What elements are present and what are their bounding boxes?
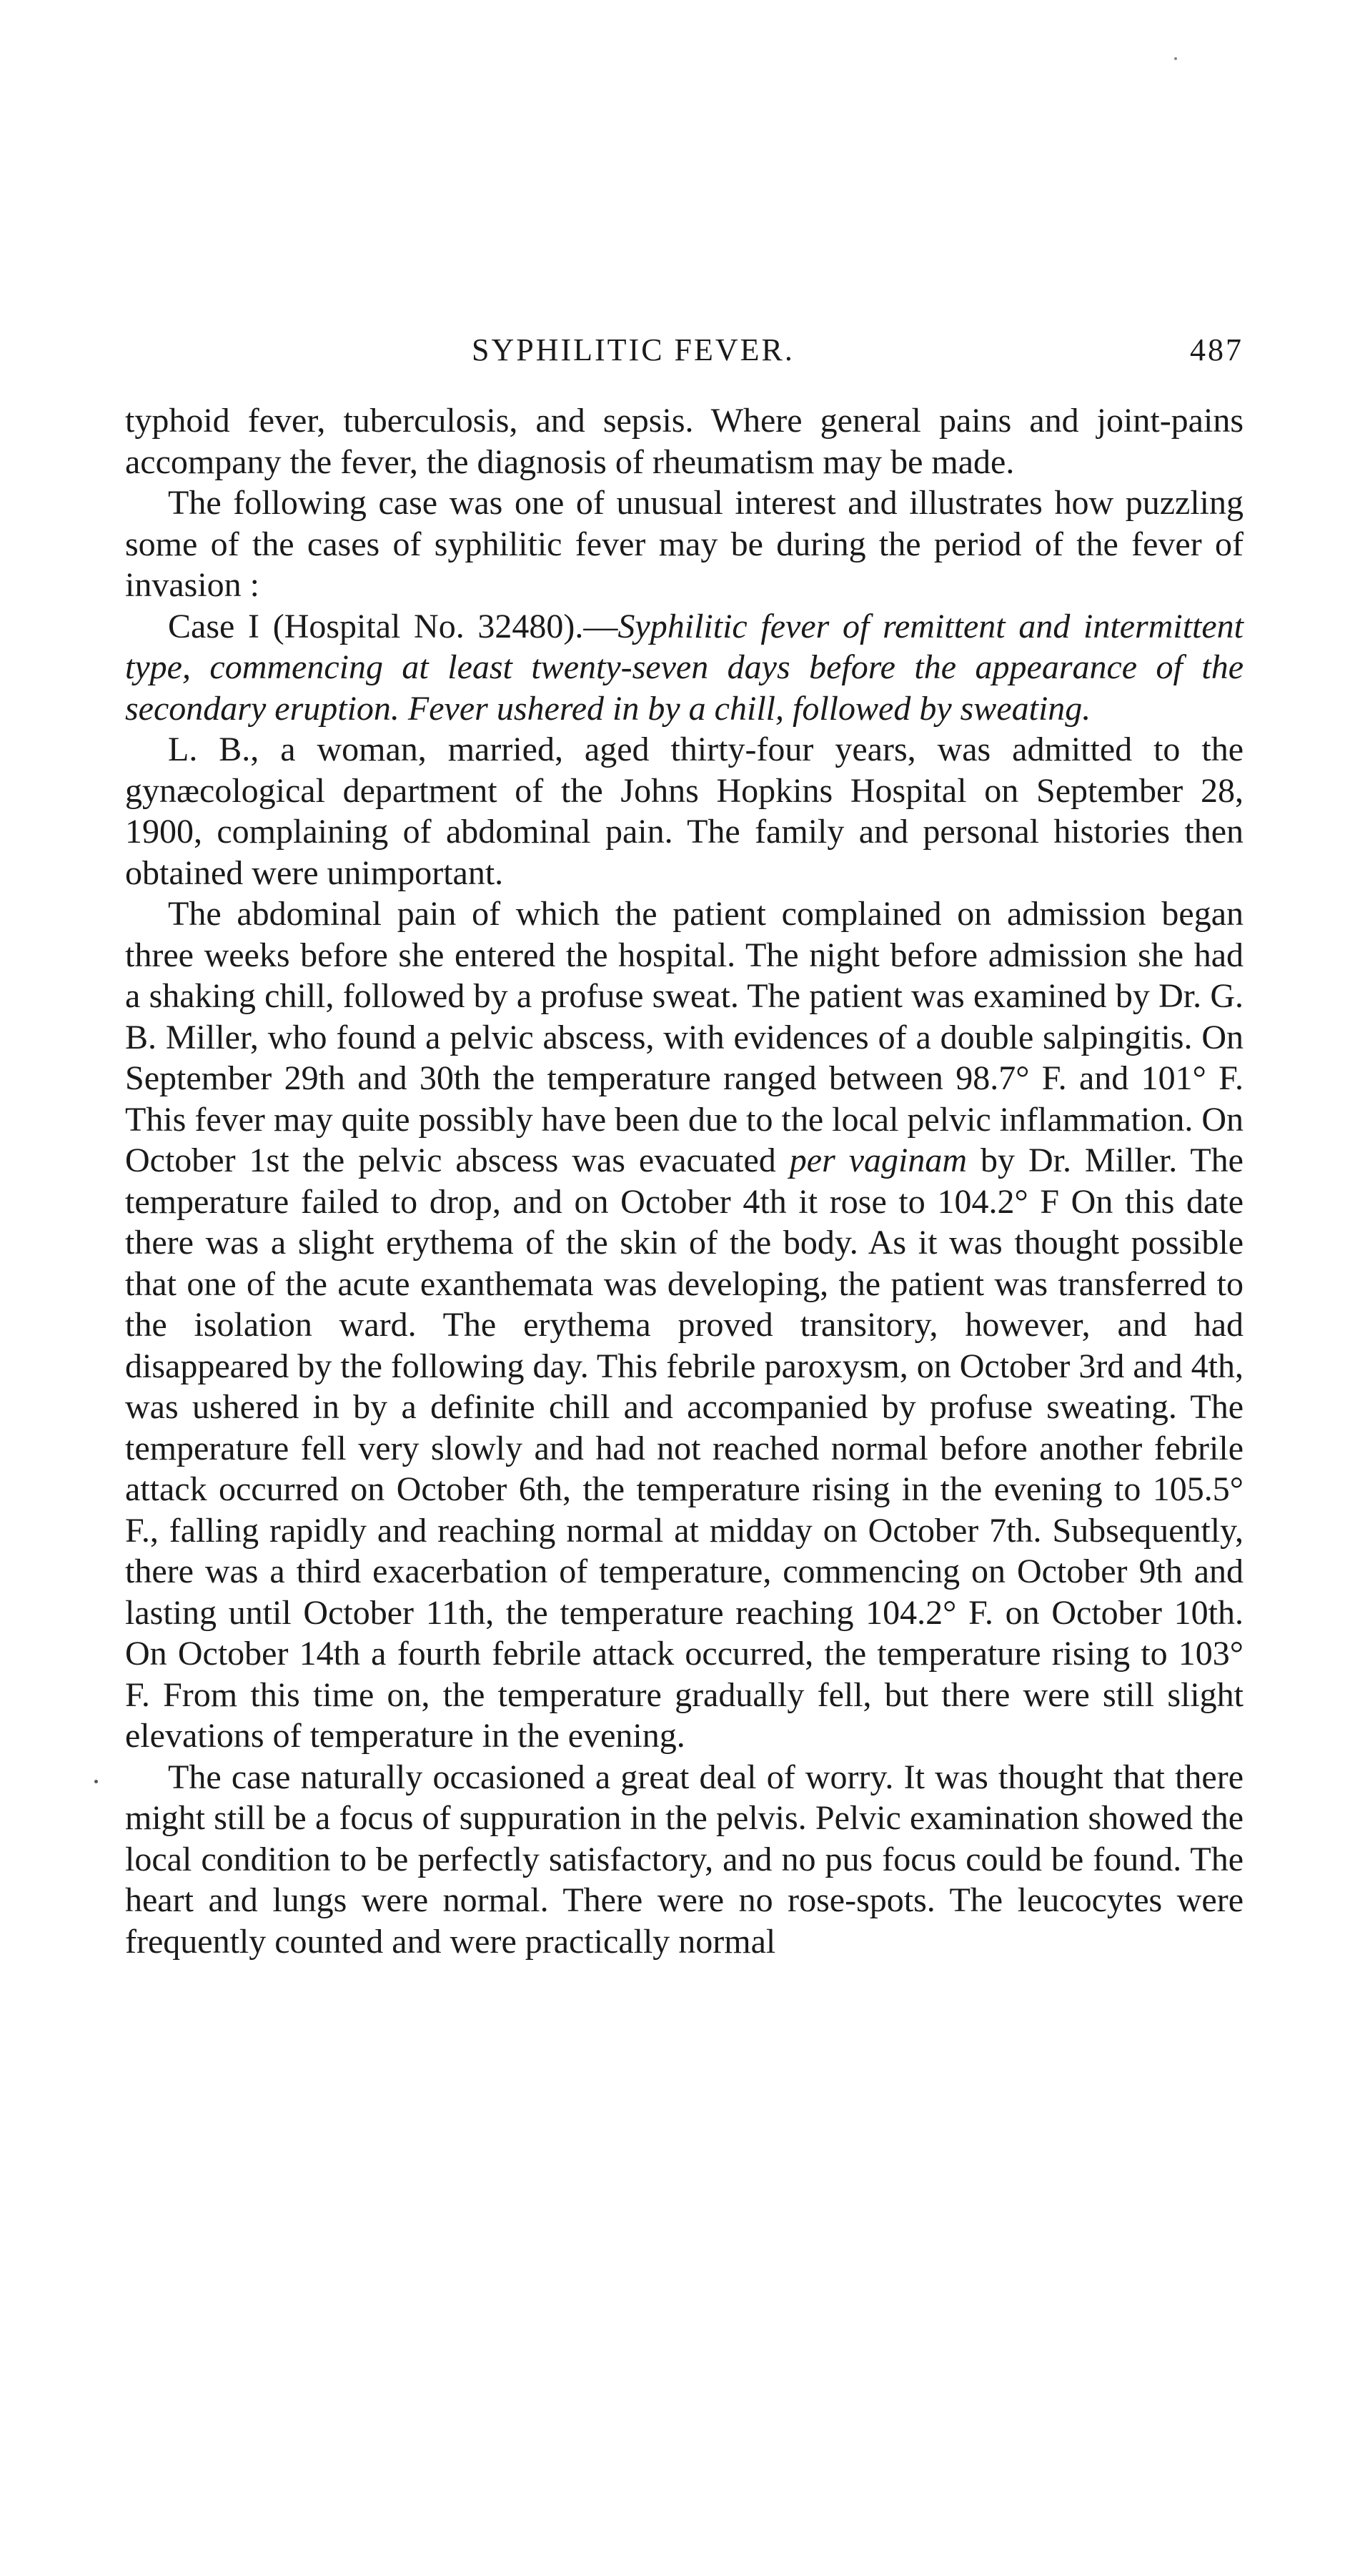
case-title: Syphilitic fever of remittent and intermittent type, commencing at least twenty-seven days before the appearance of the secondary eruption. Fever ushered in by a chill, followed by sweating. xyxy=(125,607,1244,728)
clinical-course-text-b: by Dr. Miller. The temperature failed to drop, and on October 4th it rose to 104.2° F On this date there was a slight erythema of the skin of the body. As it was thought possible that one of the acute exanthemata was developing, the patient was transferred to the isolation ward. The erythema proved transitory, however, and had disappeared by the following day. This febrile paroxysm, on October 3rd and 4th, was ushered in by a definite chill and accompanied by profuse sweating. The temperature fell very slowly and had not reached normal before another febrile attack occurred on October 6th, the temperature rising in the evening to 105.5° F., falling rapidly and reaching normal at midday on October 7th. Subsequently, there was a third exacerbation of temperature, commencing on October 9th and lasting until October 11th, the temperature reaching 104.2° F. on October 10th. On October 14th a fourth febrile attack occurred, the temperature rising to 103° F. From this time on, the temperature gradually fell, but there were still slight elevations of temperature in the evening. xyxy=(125,1141,1244,1755)
body-text xyxy=(125,400,1244,1962)
page-number: 487 xyxy=(1190,332,1244,367)
case-label: Case I (Hospital No. 32480).— xyxy=(168,607,618,645)
paragraph-continuation: typhoid fever, tuberculosis, and sepsis. Where general pains and joint-pains accompany the fever, the diagnosis of rheumatism may be made. xyxy=(125,402,1244,481)
ink-speck xyxy=(1174,57,1177,60)
paragraph-case-heading xyxy=(125,606,1244,730)
paragraph-patient-admission: L. B., a woman, married, aged thirty-four years, was admitted to the gynæcological department of the Johns Hopkins Hospital on September 28, 1900, complaining of abdominal pain. The family and personal histories then obtained were unimportant. xyxy=(125,730,1244,892)
clinical-course-text-a: The abdominal pain of which the patient complained on admission began three weeks before she entered the hospital. The night before admission she had a shaking chill, followed by a profuse sweat. The patient was examined by Dr. G. B. Miller, who found a pelvic abscess, with evidences of a double salpingitis. On September 29th and 30th the temperature ranged between 98.7° F. and 101° F. This fever may quite possibly have been due to the local pelvic inflammation. On October 1st the pelvic abscess was evacuated xyxy=(125,895,1244,1179)
paragraph-case-introduction: The following case was one of unusual interest and illustrates how puzzling some of the cases of syphilitic fever may be during the period of the fever of invasion : xyxy=(125,484,1244,604)
paragraph-investigation: The case naturally occasioned a great deal of worry. It was thought that there might still be a focus of suppuration in the pelvis. Pelvic examination showed the local condition to be perfectly satisfactory, and no pus focus could be found. The heart and lungs were normal. There were no rose-spots. The leucocytes were frequently counted and were practically normal xyxy=(125,1758,1244,1961)
running-title: SYPHILITIC FEVER. xyxy=(472,332,795,367)
page-header xyxy=(125,332,1244,382)
margin-dot xyxy=(94,1780,98,1783)
latin-phrase: per vaginam xyxy=(789,1141,968,1179)
paragraph-clinical-course xyxy=(125,893,1244,1757)
